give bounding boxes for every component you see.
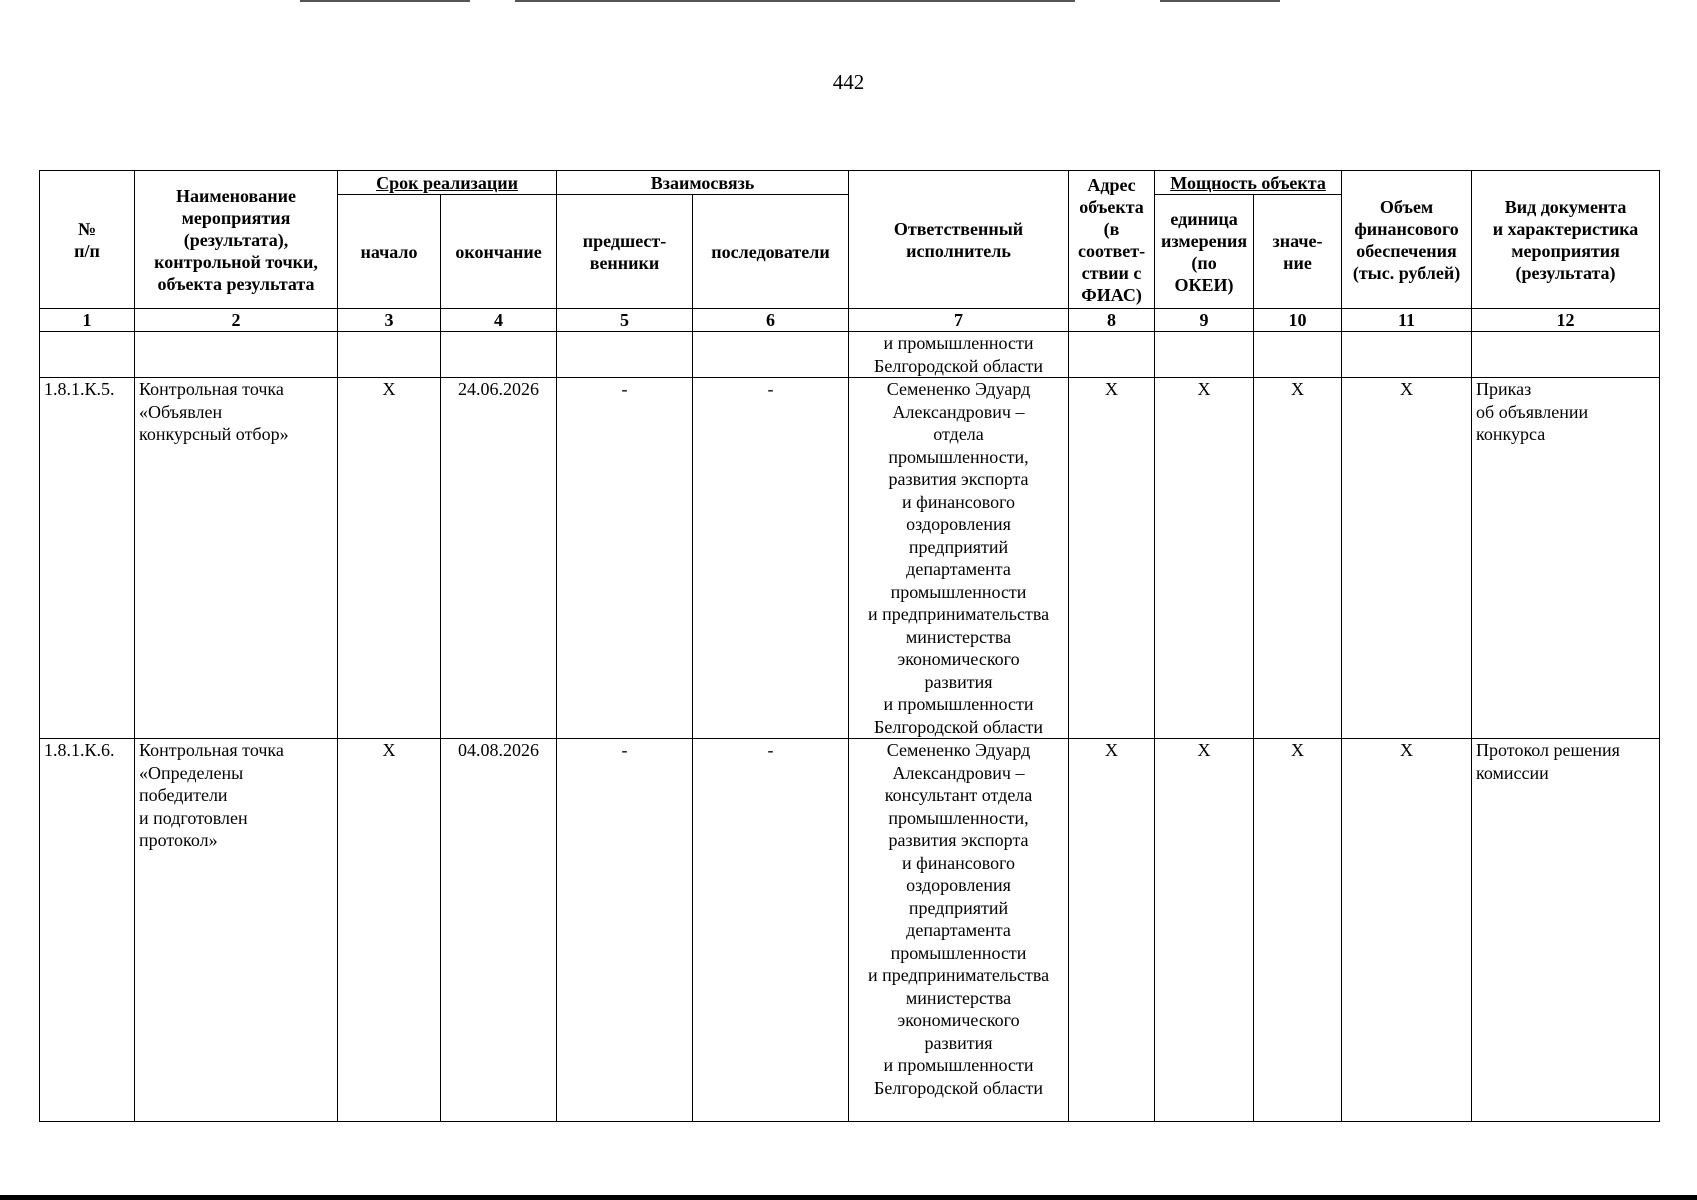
column-number: 10 [1254,309,1342,332]
row-predecessors-cell: - [557,739,693,1122]
row-successors-cell: - [693,739,849,1122]
column-number: 4 [441,309,557,332]
top-scan-line [1160,0,1280,2]
top-scan-line [515,0,1075,2]
table-row [40,378,1660,739]
column-number: 5 [557,309,693,332]
row-start-cell: X [338,378,441,739]
column-number: 2 [135,309,338,332]
column-number: 12 [1472,309,1660,332]
row-code-cell: 1.8.1.К.6. [40,739,135,1122]
row-end-cell: 04.08.2026 [441,739,557,1122]
header-capacity-group: Мощность объекта [1155,171,1342,195]
row-name-cell: Контрольная точка «Определены победители и подготовлен протокол» [135,739,338,1122]
page-number: 442 [832,70,865,94]
table-cell [693,332,849,378]
table-cell [1342,332,1472,378]
executor-cell: и промышленности Белгородской области [849,332,1069,378]
row-finance-cell: X [1342,739,1472,1122]
row-executor-cell: Семененко Эдуард Александрович – отдела промышленности, развития экспорта и финансового оздоровления предприятий департамента промышленности и предпринимательства министерства экономического развития и промышленности Белгородской области [849,378,1069,739]
header-successors: последователи [693,195,849,309]
table-cell [338,332,441,378]
table-cell [135,332,338,378]
bottom-scan-edge [0,1195,1697,1200]
row-end-cell: 24.06.2026 [441,378,557,739]
header-deadline-start: начало [338,195,441,309]
row-executor-cell: Семененко Эдуард Александрович – консультант отдела промышленности, развития экспорта и финансового оздоровления предприятий департамента промышленности и предпринимательства министерства экономического развития и промышленности Белгородской области [849,739,1069,1122]
header-predecessors: предшест- венники [557,195,693,309]
row-predecessors-cell: - [557,378,693,739]
column-number: 8 [1069,309,1155,332]
header-deadline-end: окончание [441,195,557,309]
table-cell [557,332,693,378]
table-cell [1069,332,1155,378]
row-address-cell: X [1069,739,1155,1122]
column-number: 1 [40,309,135,332]
row-finance-cell: X [1342,378,1472,739]
row-code-cell: 1.8.1.К.5. [40,378,135,739]
header-row-top [40,171,1660,195]
header-name: Наименование мероприятия (результата), контрольной точки, объекта результата [135,171,338,309]
implementation-plan-table [39,170,1660,1122]
column-number: 11 [1342,309,1472,332]
table-cell [1254,332,1342,378]
header-doc-type: Вид документа и характеристика мероприятия (результата) [1472,171,1660,309]
row-name-cell: Контрольная точка «Объявлен конкурсный отбор» [135,378,338,739]
header-address: Адрес объекта (в соответ- ствии с ФИАС) [1069,171,1155,309]
table-row [40,739,1660,1122]
column-number-row [40,309,1660,332]
header-finance: Объем финансового обеспечения (тыс. рублей) [1342,171,1472,309]
row-value-cell: X [1254,739,1342,1122]
row-document-cell: Приказ об объявлении конкурса [1472,378,1660,739]
row-document-cell: Протокол решения комиссии [1472,739,1660,1122]
header-capacity-unit: единица измерения (по ОКЕИ) [1155,195,1254,309]
header-link-group: Взаимосвязь [557,171,849,195]
header-num: № п/п [40,171,135,309]
column-number: 9 [1155,309,1254,332]
row-value-cell: X [1254,378,1342,739]
table-cell [441,332,557,378]
row-start-cell: X [338,739,441,1122]
column-number: 6 [693,309,849,332]
row-address-cell: X [1069,378,1155,739]
row-successors-cell: - [693,378,849,739]
table-cell [1472,332,1660,378]
row-unit-cell: X [1155,378,1254,739]
top-scan-line [300,0,470,2]
column-number: 7 [849,309,1069,332]
column-number: 3 [338,309,441,332]
header-capacity-value: значе- ние [1254,195,1342,309]
header-deadline-group: Срок реализации [338,171,557,195]
continuation-row [40,332,1660,378]
table-header [40,171,1660,332]
row-unit-cell: X [1155,739,1254,1122]
header-executor: Ответственный исполнитель [849,171,1069,309]
table-body [40,332,1660,1122]
table-cell [40,332,135,378]
table-cell [1155,332,1254,378]
